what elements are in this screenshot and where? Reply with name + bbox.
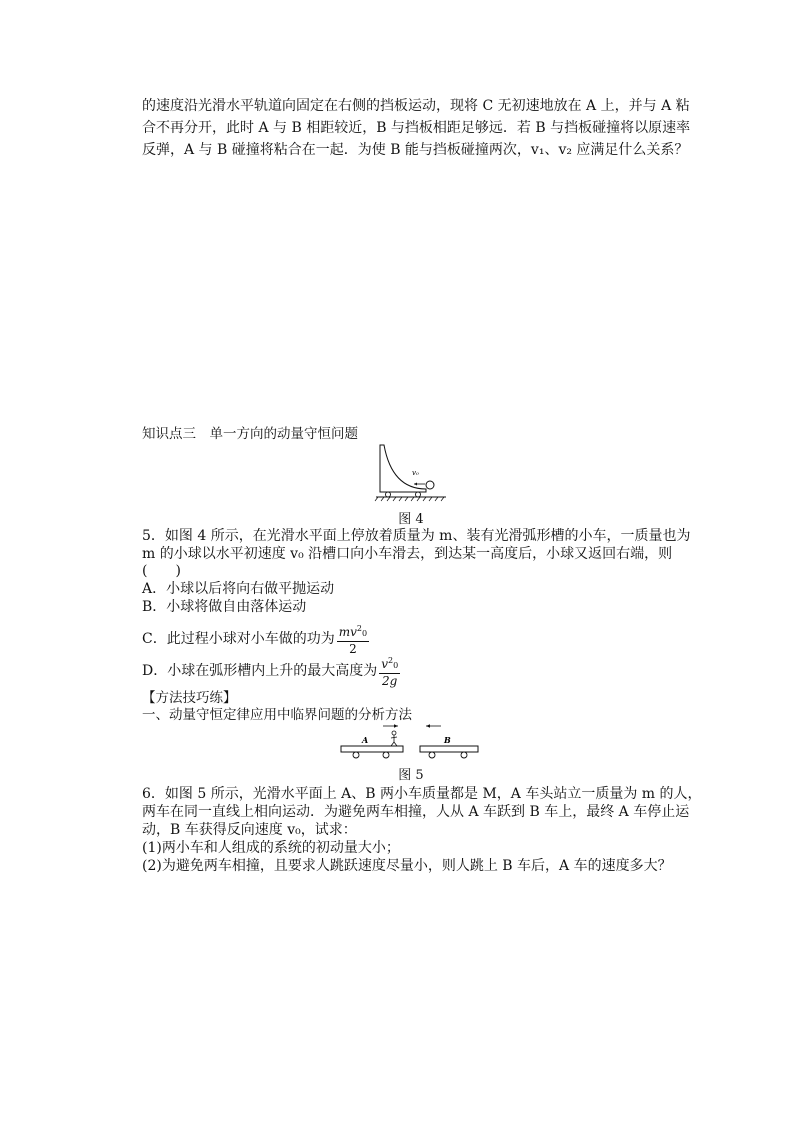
option-d-subscript: 0	[393, 661, 399, 670]
figure4-caption: 图 4	[398, 512, 424, 527]
question6-line3: 动，B 车获得反向速度 v₀，试求：	[142, 822, 357, 838]
question6-line1: 6．如图 5 所示，光滑水平面上 A、B 两小车质量都是 M，A 车头站立一质量为 m 的人，	[142, 786, 702, 802]
option-c-fraction	[337, 622, 369, 656]
question4-line1: 的速度沿光滑水平轨道向固定在右侧的挡板运动，现将 C 无初速地放在 A 上，并与 A 粘	[142, 98, 690, 114]
option-c-exponent: 2	[356, 624, 362, 633]
methods-subtitle: 一、动量守恒定律应用中临界问题的分析方法	[142, 707, 412, 723]
question4-line3: 反弹，A 与 B 碰撞将粘合在一起．为使 B 能与挡板碰撞两次，v₁、v₂ 应满足什么关系？	[142, 142, 689, 158]
option-c-denominator: 2	[349, 642, 357, 656]
option-d-text: D．小球在弧形槽内上升的最大高度为	[142, 663, 378, 679]
option-d-denominator: 2g	[382, 674, 398, 688]
section3-title: 知识点三 单一方向的动量守恒问题	[142, 426, 358, 442]
option-d-numerator: v	[381, 657, 389, 671]
figure4-velocity-label: v₀	[412, 469, 419, 477]
figure5-car-b-label: B	[444, 735, 451, 745]
question5-option-c	[142, 622, 369, 656]
question5-line1: 5．如图 4 所示，在光滑水平面上停放着质量为 m、装有光滑弧形槽的小车，一质量也为	[142, 528, 691, 544]
option-c-numerator: mv	[338, 625, 357, 639]
option-d-fraction	[379, 654, 400, 688]
option-d-exponent: 2	[388, 656, 394, 665]
figure4-diagram	[370, 442, 450, 502]
question4-line2: 合不再分开，此时 A 与 B 相距较近，B 与挡板相距足够远．若 B 与挡板碰撞将以原速率	[142, 120, 691, 136]
question6-line2: 两车在同一直线上相向运动．为避免两车相撞，人从 A 车跃到 B 车上，最终 A 车停止运	[142, 804, 690, 820]
question5-option-b: B．小球将做自由落体运动	[142, 599, 307, 615]
figure5-diagram	[338, 722, 483, 764]
question5-option-a: A．小球以后将向右做平抛运动	[142, 581, 335, 597]
figure5-car-a-label: A	[362, 735, 369, 745]
question6-part1: (1)两小车和人组成的系统的初动量大小；	[142, 840, 400, 856]
question5-line2: m 的小球以水平初速度 v₀ 沿槽口向小车滑去，到达某一高度后，小球又返回右端，则	[142, 546, 673, 562]
question6-part2: (2)为避免两车相撞，且要求人跳跃速度尽量小，则人跳上 B 车后，A 车的速度多大？	[142, 858, 672, 874]
figure5-caption: 图 5	[398, 768, 424, 783]
question5-option-d	[142, 654, 400, 688]
methods-title: 【方法技巧练】	[142, 690, 237, 706]
question5-blank: ( )	[142, 563, 181, 579]
option-c-text: C．此过程小球对小车做的功为	[142, 631, 335, 647]
option-c-subscript: 0	[361, 629, 368, 638]
